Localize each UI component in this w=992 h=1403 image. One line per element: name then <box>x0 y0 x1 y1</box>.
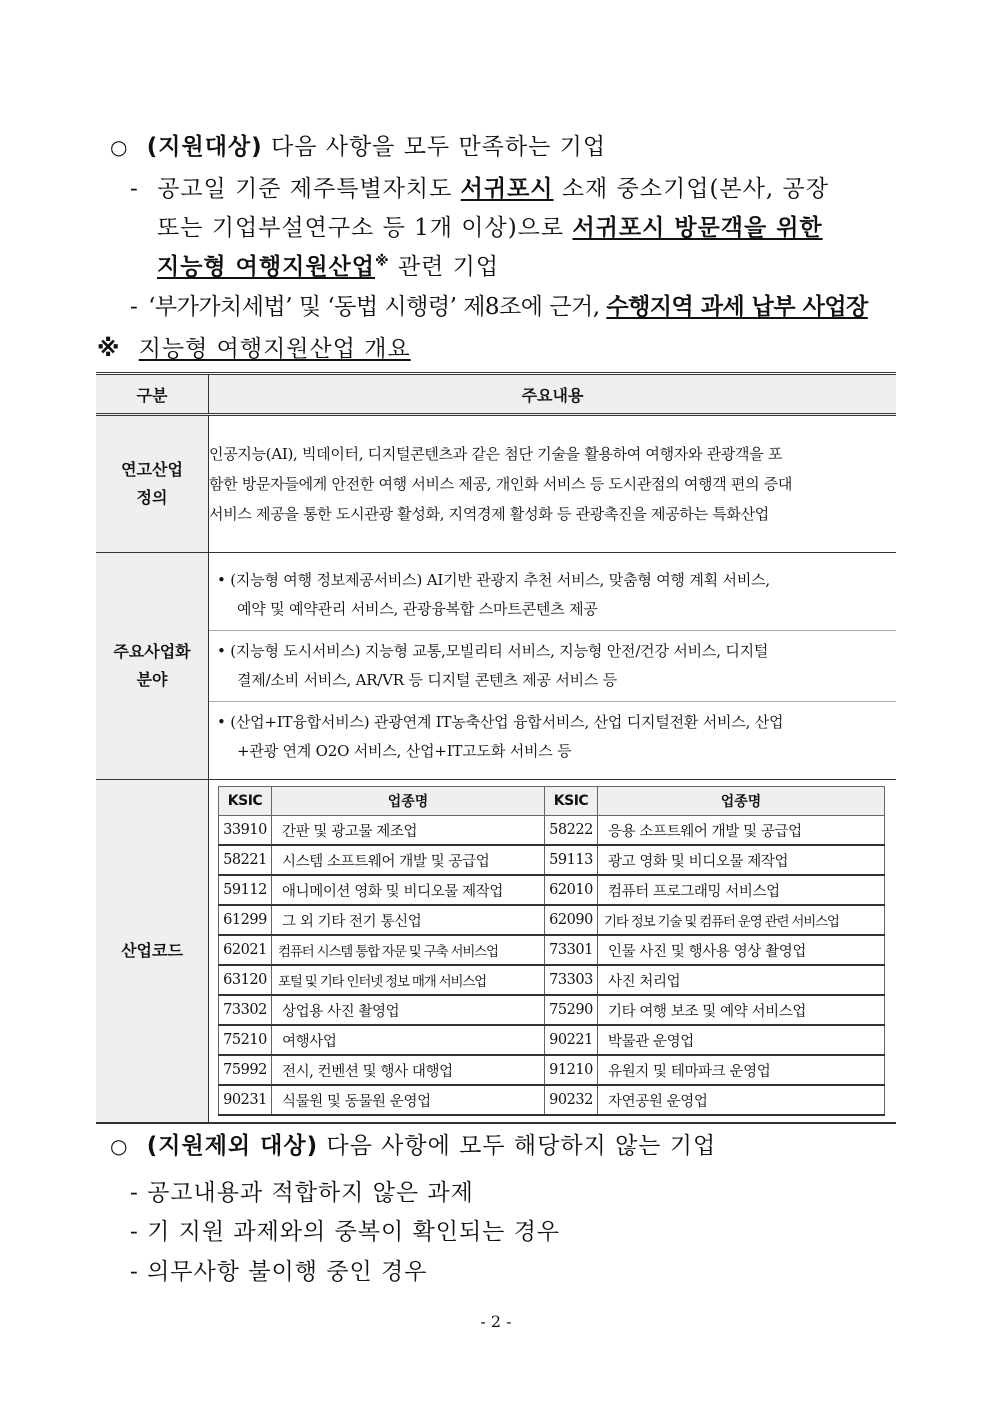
item1-bold-a: 서귀포시 <box>460 176 554 202</box>
section1-item2 <box>130 288 868 321</box>
col-header-content: 주요내용 <box>209 374 897 415</box>
business-item-line2: +관광 연계 O2O 서비스, 산업+IT고도화 서비스 등 <box>237 742 572 760</box>
ksic-code: 75992 <box>219 1055 272 1085</box>
table-row <box>219 1055 885 1085</box>
industry-name: 상업용 사진 촬영업 <box>272 995 545 1025</box>
ksic-code: 75210 <box>219 1025 272 1055</box>
circle-bullet-icon: ○ <box>110 1134 129 1158</box>
note-heading <box>97 330 411 363</box>
overview-header-row <box>96 374 896 415</box>
item1-bold-b: 서귀포시 방문객을 위한 <box>572 215 823 241</box>
overview-table <box>96 372 896 1124</box>
section1-heading-text: 다음 사항을 모두 만족하는 기업 <box>262 134 607 160</box>
ksic-code: 73303 <box>545 965 598 995</box>
item1-bold-c: 지능형 여행지원산업 <box>157 254 375 280</box>
dash-bullet: - <box>130 176 139 202</box>
industry-name: 간판 및 광고물 제조업 <box>272 816 545 846</box>
business-item <box>209 631 896 702</box>
item2-text: ‘부가가치세법’ 및 ‘동법 시행령’ 제8조에 근거, <box>148 294 607 320</box>
definition-label-line1: 연고산업 <box>121 460 183 479</box>
item1-text-c: 또는 기업부설연구소 등 1개 이상)으로 <box>157 215 573 241</box>
business-label <box>96 553 209 780</box>
business-item-line2: 결제/소비 서비스, AR/VR 등 디지털 콘텐츠 제공 서비스 등 <box>237 671 618 689</box>
industry-name: 기타 여행 보조 및 예약 서비스업 <box>598 995 885 1025</box>
ksic-code: 58221 <box>219 845 272 875</box>
business-item-line2: 예약 및 예약관리 서비스, 관광융복합 스마트콘텐츠 제공 <box>237 600 598 618</box>
ksic-code: 62090 <box>545 905 598 935</box>
business-item-line1: • (지능형 여행 정보제공서비스) AI기반 관광지 추천 서비스, 맞춤형 여행 계획 서비스, <box>217 571 770 589</box>
ksic-code: 58222 <box>545 816 598 846</box>
ksic-code: 73301 <box>545 935 598 965</box>
table-row <box>219 905 885 935</box>
page-number: - 2 - <box>480 1312 512 1331</box>
business-row <box>96 553 896 780</box>
ksic-code: 59113 <box>545 845 598 875</box>
table-row <box>219 935 885 965</box>
table-row <box>219 816 885 846</box>
business-item-line1: • (지능형 도시서비스) 지능형 교통,모빌리티 서비스, 지능형 안전/건강 서비스, 디지털 <box>217 642 769 660</box>
circle-bullet-icon: ○ <box>110 135 129 159</box>
industry-name-header: 업종명 <box>598 787 885 816</box>
item1-text-d: 관련 기업 <box>389 254 500 280</box>
ksic-code: 61299 <box>219 905 272 935</box>
ksic-code: 75290 <box>545 995 598 1025</box>
industry-name: 컴퓨터 시스템 통합 자문 및 구축 서비스업 <box>272 935 545 965</box>
definition-line: 서비스 제공을 통한 도시관광 활성화, 지역경제 활성화 등 관광촉진을 제공하는 특화산업 <box>209 505 769 523</box>
industry-row <box>96 780 896 1124</box>
definition-line: 함한 방문자들에게 안전한 여행 서비스 제공, 개인화 서비스 등 도시관점의 여행객 편의 증대 <box>209 475 793 493</box>
ksic-header: KSIC <box>219 787 272 816</box>
definition-label-line2: 정의 <box>136 488 168 507</box>
section2-heading <box>110 1127 716 1160</box>
ksic-code: 59112 <box>219 875 272 905</box>
section1-item1-line3 <box>157 248 499 281</box>
item2-bold: 수행지역 과세 납부 사업장 <box>606 294 868 320</box>
col-header-category: 구분 <box>96 374 209 415</box>
business-item-line1: • (산업+IT융합서비스) 관광연계 IT농축산업 융합서비스, 산업 디지털전환 서비스, 산업 <box>217 713 784 731</box>
section2-item: - 기 지원 과제와의 중복이 확인되는 경우 <box>130 1219 561 1245</box>
ksic-code: 62010 <box>545 875 598 905</box>
note-heading-text: 지능형 여행지원산업 개요 <box>138 336 411 362</box>
industry-name: 컴퓨터 프로그래밍 서비스업 <box>598 875 885 905</box>
section1-item1-line2 <box>157 209 823 242</box>
ksic-header: KSIC <box>545 787 598 816</box>
industry-name-header: 업종명 <box>272 787 545 816</box>
section2-heading-label: (지원제외 대상) <box>146 1133 319 1159</box>
business-label-line2: 분야 <box>136 670 168 689</box>
industry-name: 애니메이션 영화 및 비디오물 제작업 <box>272 875 545 905</box>
ksic-code: 33910 <box>219 816 272 846</box>
ksic-code: 90221 <box>545 1025 598 1055</box>
industry-name: 전시, 컨벤션 및 행사 대행업 <box>272 1055 545 1085</box>
ksic-code: 63120 <box>219 965 272 995</box>
industry-name: 식물원 및 동물원 운영업 <box>272 1085 545 1115</box>
definition-label <box>96 415 209 553</box>
definition-row <box>96 415 896 553</box>
ksic-table <box>218 786 885 1116</box>
industry-name: 유원지 및 테마파크 운영업 <box>598 1055 885 1085</box>
industry-name: 기타 정보 기술 및 컴퓨터 운영 관련 서비스업 <box>598 905 885 935</box>
business-items <box>209 553 897 780</box>
ksic-code: 91210 <box>545 1055 598 1085</box>
table-row <box>219 845 885 875</box>
industry-name: 자연공원 운영업 <box>598 1085 885 1115</box>
ksic-header-row <box>219 787 885 816</box>
section2-heading-text: 다음 사항에 모두 해당하지 않는 기업 <box>318 1133 717 1159</box>
industry-name: 여행사업 <box>272 1025 545 1055</box>
business-label-line1: 주요사업화 <box>113 642 191 661</box>
section2-item: - 공고내용과 적합하지 않은 과제 <box>130 1180 474 1206</box>
table-row <box>219 965 885 995</box>
section1-heading <box>110 128 606 161</box>
industry-name: 그 외 기타 전기 통신업 <box>272 905 545 935</box>
item1-text-a: 공고일 기준 제주특별자치도 <box>157 176 461 202</box>
definition-text <box>209 415 897 553</box>
business-item <box>209 702 896 772</box>
section2-item: - 의무사항 불이행 중인 경우 <box>130 1259 428 1285</box>
ksic-code: 62021 <box>219 935 272 965</box>
ksic-code: 90232 <box>545 1085 598 1115</box>
table-row <box>219 875 885 905</box>
item1-text-b: 소재 중소기업(본사, 공장 <box>553 176 829 202</box>
industry-name: 시스템 소프트웨어 개발 및 공급업 <box>272 845 545 875</box>
industry-name: 응용 소프트웨어 개발 및 공급업 <box>598 816 885 846</box>
industry-name: 사진 처리업 <box>598 965 885 995</box>
definition-line: 인공지능(AI), 빅데이터, 디지털콘텐츠과 같은 첨단 기술을 활용하여 여행자와 관광객을 포 <box>209 445 783 463</box>
dash-bullet: - <box>130 294 138 320</box>
business-item <box>209 560 896 631</box>
section1-item1-line1 <box>130 170 829 203</box>
table-row <box>219 1025 885 1055</box>
footnote-mark: ※ <box>374 253 390 270</box>
industry-codes-cell <box>209 780 897 1124</box>
table-row <box>219 1085 885 1115</box>
industry-label: 산업코드 <box>96 780 209 1124</box>
industry-name: 인물 사진 및 행사용 영상 촬영업 <box>598 935 885 965</box>
table-row <box>219 995 885 1025</box>
industry-name: 포털 및 기타 인터넷 정보 매개 서비스업 <box>272 965 545 995</box>
ksic-code: 73302 <box>219 995 272 1025</box>
industry-name: 광고 영화 및 비디오물 제작업 <box>598 845 885 875</box>
ksic-code: 90231 <box>219 1085 272 1115</box>
industry-name: 박물관 운영업 <box>598 1025 885 1055</box>
section1-heading-label: (지원대상) <box>146 134 263 160</box>
reference-mark-icon: ※ <box>97 336 121 362</box>
